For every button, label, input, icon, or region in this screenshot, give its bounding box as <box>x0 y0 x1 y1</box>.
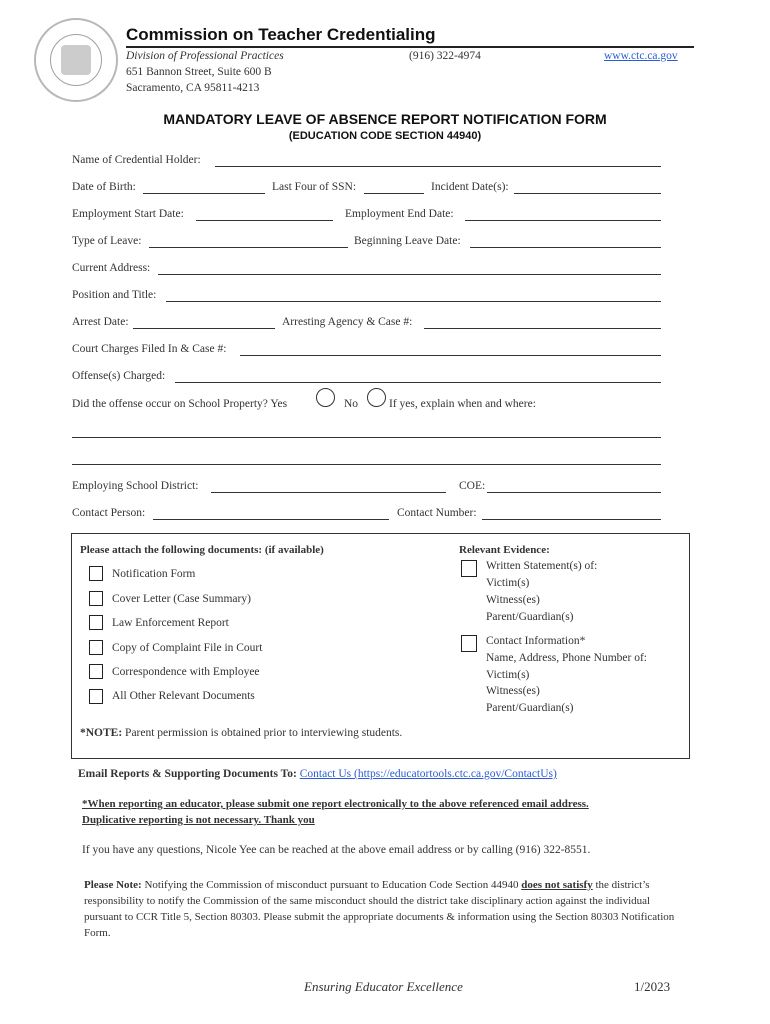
please-note-part2: the district’s responsibility to notify the Commission of the same misconduct should the district take disciplinary action against the individual pursuant to CCR Title 5, Section 80303. Please submit the appropriate documents & information using the Section 80303 Notification Form. <box>84 879 675 939</box>
attachments-heading: Please attach the following documents: (if available) <box>80 544 324 556</box>
note-text: Parent permission is obtained prior to interviewing students. <box>122 727 403 739</box>
arrest-date-field[interactable] <box>133 328 275 329</box>
emp-end-label: Employment End Date: <box>345 208 454 220</box>
header-rule <box>126 46 694 48</box>
email-label: Email Reports & Supporting Documents To: <box>78 768 297 780</box>
website-link[interactable]: www.ctc.ca.gov <box>604 50 678 62</box>
contact-info-sub: Name, Address, Phone Number of: <box>486 652 647 664</box>
incident-field[interactable] <box>514 193 661 194</box>
address-label: Current Address: <box>72 262 151 274</box>
contact-number-label: Contact Number: <box>397 507 477 519</box>
evidence-item: Witness(es) <box>486 594 540 606</box>
reporting-note-1: *When reporting an educator, please submit one report electronically to the above referenced email address. <box>82 798 589 810</box>
written-statements-label: Written Statement(s) of: <box>486 560 598 572</box>
please-note-emphasis: does not satisfy <box>521 879 593 891</box>
explain-line-1[interactable] <box>72 437 661 438</box>
checkbox-other-documents[interactable] <box>89 689 103 704</box>
yes-radio[interactable] <box>316 388 335 407</box>
dob-label: Date of Birth: <box>72 181 136 193</box>
explain-line-2[interactable] <box>72 464 661 465</box>
footer-date: 1/2023 <box>634 979 671 994</box>
checkbox-notification-form[interactable] <box>89 566 103 581</box>
name-field[interactable] <box>215 166 661 167</box>
leave-type-label: Type of Leave: <box>72 235 142 247</box>
emp-end-field[interactable] <box>465 220 661 221</box>
position-field[interactable] <box>166 301 661 302</box>
leave-type-field[interactable] <box>149 247 348 248</box>
contact-person-label: Contact Person: <box>72 507 146 519</box>
form-title: MANDATORY LEAVE OF ABSENCE REPORT NOTIFICATION FORM <box>163 111 607 127</box>
coe-label: COE: <box>459 480 486 492</box>
address-line-2: Sacramento, CA 95811-4213 <box>126 82 260 94</box>
form-subtitle: (EDUCATION CODE SECTION 44940) <box>288 130 482 142</box>
court-label: Court Charges Filed In & Case #: <box>72 343 227 355</box>
arrest-date-label: Arrest Date: <box>72 316 129 328</box>
footer-motto: Ensuring Educator Excellence <box>304 979 463 994</box>
checkbox-correspondence[interactable] <box>89 664 103 679</box>
school-property-question: Did the offense occur on School Property? Yes <box>72 398 288 410</box>
evidence-item: Victim(s) <box>486 577 530 589</box>
please-note-part1: Notifying the Commission of misconduct pursuant to Education Code Section 44940 <box>141 879 522 891</box>
evidence-item: Witness(es) <box>486 685 540 697</box>
reporting-note-2: Duplicative reporting is not necessary. Thank you <box>82 814 315 826</box>
attachment-item: Law Enforcement Report <box>112 617 229 629</box>
attachment-item: Correspondence with Employee <box>112 666 260 678</box>
questions-text: If you have any questions, Nicole Yee can be reached at the above email address or by calling (916) 322-8551. <box>82 844 591 856</box>
please-note-label: Please Note: <box>84 879 142 891</box>
offense-field[interactable] <box>175 382 661 383</box>
no-radio[interactable] <box>367 388 386 407</box>
offense-label: Offense(s) Charged: <box>72 370 166 382</box>
evidence-heading: Relevant Evidence: <box>459 544 550 556</box>
leave-begin-label: Beginning Leave Date: <box>354 235 461 247</box>
agency-label: Arresting Agency & Case #: <box>282 316 413 328</box>
ctc-seal-logo <box>34 18 118 102</box>
attachment-item: Copy of Complaint File in Court <box>112 642 263 654</box>
emp-start-field[interactable] <box>196 220 333 221</box>
explain-label: If yes, explain when and where: <box>389 398 536 410</box>
address-line-1: 651 Bannon Street, Suite 600 B <box>126 66 272 78</box>
ssn-field[interactable] <box>364 193 424 194</box>
division: Division of Professional Practices <box>126 50 284 62</box>
checkbox-complaint-file[interactable] <box>89 640 103 655</box>
attachment-item: Cover Letter (Case Summary) <box>112 593 251 605</box>
court-field[interactable] <box>240 355 661 356</box>
position-label: Position and Title: <box>72 289 157 301</box>
phone: (916) 322-4974 <box>409 50 481 62</box>
checkbox-cover-letter[interactable] <box>89 591 103 606</box>
evidence-item: Victim(s) <box>486 669 530 681</box>
leave-begin-field[interactable] <box>470 247 661 248</box>
contact-number-field[interactable] <box>482 519 661 520</box>
ssn-label: Last Four of SSN: <box>272 181 357 193</box>
attachment-item: All Other Relevant Documents <box>112 690 255 702</box>
emp-start-label: Employment Start Date: <box>72 208 184 220</box>
incident-label: Incident Date(s): <box>431 181 509 193</box>
please-note-paragraph <box>84 877 684 941</box>
note <box>80 727 402 739</box>
note-label: *NOTE: <box>80 727 123 739</box>
dob-field[interactable] <box>143 193 265 194</box>
org-name: Commission on Teacher Credentialing <box>126 25 436 44</box>
evidence-item: Parent/Guardian(s) <box>486 702 574 714</box>
email-row <box>78 768 557 780</box>
district-label: Employing School District: <box>72 480 199 492</box>
no-label: No <box>344 398 359 410</box>
contact-us-link[interactable]: Contact Us (https://educatortools.ctc.ca.gov/ContactUs) <box>299 768 557 780</box>
checkbox-contact-information[interactable] <box>461 635 477 652</box>
checkbox-law-enforcement-report[interactable] <box>89 615 103 630</box>
contact-info-label: Contact Information* <box>486 635 586 647</box>
evidence-item: Parent/Guardian(s) <box>486 611 574 623</box>
contact-person-field[interactable] <box>153 519 389 520</box>
attachment-item: Notification Form <box>112 568 196 580</box>
agency-field[interactable] <box>424 328 661 329</box>
district-field[interactable] <box>211 492 446 493</box>
checkbox-written-statements[interactable] <box>461 560 477 577</box>
name-label: Name of Credential Holder: <box>72 154 201 166</box>
coe-field[interactable] <box>487 492 661 493</box>
address-field[interactable] <box>158 274 661 275</box>
